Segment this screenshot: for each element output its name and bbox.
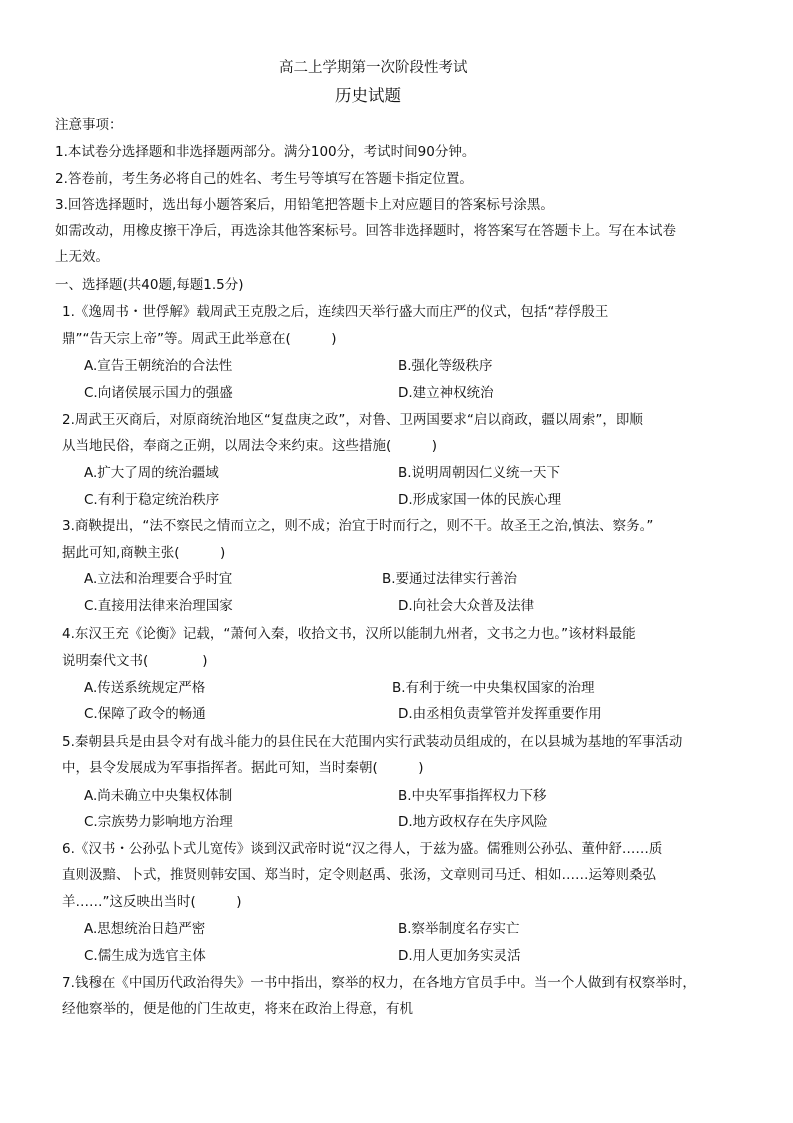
- exam-subtitle: 历史试题: [335, 86, 401, 105]
- notice-item: 2.答卷前，考生务必将自己的姓名、考生号等填写在答题卡指定位置。: [55, 171, 473, 187]
- question-1-option-a: A.宣告王朝统治的合法性: [84, 358, 233, 374]
- question-2-stem: 2.周武王灭商后，对原商统治地区“复盘庚之政”，对鲁、卫两国要求“启以商政，疆以周索”，即顺: [62, 412, 643, 428]
- question-5-option-c: C.宗族势力影响地方治理: [84, 814, 233, 830]
- question-7-stem: 7.钱穆在《中国历代政治得失》一书中指出，察举的权力，在各地方官员手中。当一个人做到有权察举时，: [62, 975, 696, 991]
- notice-item: 1.本试卷分选择题和非选择题两部分。满分100分，考试时间90分钟。: [55, 144, 476, 160]
- question-7-stem: 经他察举的，便是他的门生故吏，将来在政治上得意，有机: [62, 1001, 413, 1017]
- question-3-stem: 3.商鞅提出，“法不察民之情而立之，则不成；治宜于时而行之，则不干。故圣王之治,慎法、察务。”: [62, 518, 654, 534]
- question-1-option-c: C.向诸侯展示国力的强盛: [84, 385, 233, 401]
- notice-item: 上无效。: [55, 249, 109, 265]
- question-1-option-d: D.建立神权统治: [398, 385, 494, 401]
- question-5-option-a: A.尚未确立中央集权体制: [84, 788, 233, 804]
- question-4-option-c: C.保障了政令的畅通: [84, 706, 206, 722]
- question-6-option-a: A.思想统治日趋严密: [84, 921, 206, 937]
- question-6-option-c: C.儒生成为选官主体: [84, 948, 206, 964]
- question-6-option-b: B.察举制度名存实亡: [398, 921, 520, 937]
- question-5-option-d: D.地方政权存在失序风险: [398, 814, 548, 830]
- notice-heading: 注意事项：: [55, 117, 123, 133]
- question-2-option-d: D.形成家国一体的民族心理: [398, 492, 562, 508]
- question-5-stem: 5.秦朝县兵是由县令对有战斗能力的县住民在大范围内实行武装动员组成的，在以县城为基地的军事活动: [62, 734, 683, 750]
- question-1-option-b: B.强化等级秩序: [398, 358, 493, 374]
- notice-item: 如需改动，用橡皮擦干净后，再选涂其他答案标号。回答非选择题时，将答案写在答题卡上。写在本试卷: [55, 223, 676, 239]
- question-1-stem: 1.《逸周书・世俘解》载周武王克殷之后，连续四天举行盛大而庄严的仪式，包括“荐俘殷王: [62, 304, 609, 320]
- question-6-stem: 直则汲黯、卜式，推贤则韩安国、郑当时，定令则赵禹、张汤，文章则司马迁、相如……运筹则桑弘: [62, 867, 656, 883]
- question-3-stem: 据此可知,商鞅主张( ): [62, 545, 226, 561]
- question-2-stem: 从当地民俗，奉商之正朔，以周法令来约束。这些措施( ): [62, 438, 438, 454]
- notice-item: 3.回答选择题时，选出每小题答案后，用铅笔把答题卡上对应题目的答案标号涂黑。: [55, 197, 554, 213]
- question-6-option-d: D.用人更加务实灵活: [398, 948, 521, 964]
- question-6-stem: 6.《汉书・公孙弘卜式儿宽传》谈到汉武帝时说“汉之得人，于兹为盛。儒雅则公孙弘、董仲舒……质: [62, 841, 663, 857]
- section-heading: 一、选择题(共40题,每题1.5分): [55, 277, 244, 293]
- exam-title: 高二上学期第一次阶段性考试: [279, 60, 468, 76]
- question-4-option-b: B.有利于统一中央集权国家的治理: [392, 680, 595, 696]
- question-5-stem: 中，县令发展成为军事指挥者。据此可知，当时秦朝( ): [62, 760, 424, 776]
- question-3-option-a: A.立法和治理要合乎时宜: [84, 571, 233, 587]
- question-4-option-a: A.传送系统规定严格: [84, 680, 206, 696]
- question-2-option-a: A.扩大了周的统治疆域: [84, 465, 219, 481]
- question-4-stem: 说明秦代文书( ): [62, 653, 208, 669]
- question-3-option-c: C.直接用法律来治理国家: [84, 598, 233, 614]
- question-4-option-d: D.由丞相负责掌管并发挥重要作用: [398, 706, 602, 722]
- question-6-stem: 羊……”这反映出当时( ): [62, 894, 242, 910]
- question-3-option-d: D.向社会大众普及法律: [398, 598, 535, 614]
- question-5-option-b: B.中央军事指挥权力下移: [398, 788, 547, 804]
- question-3-option-b: B.要通过法律实行善治: [382, 571, 518, 587]
- question-2-option-b: B.说明周朝因仁义统一天下: [398, 465, 561, 481]
- question-4-stem: 4.东汉王充《论衡》记载，“萧何入秦，收拾文书，汉所以能制九州者，文书之力也。”该材料最能: [62, 626, 636, 642]
- question-1-stem: 鼎”“告天宗上帝”等。周武王此举意在( ): [62, 331, 337, 347]
- question-2-option-c: C.有利于稳定统治秩序: [84, 492, 220, 508]
